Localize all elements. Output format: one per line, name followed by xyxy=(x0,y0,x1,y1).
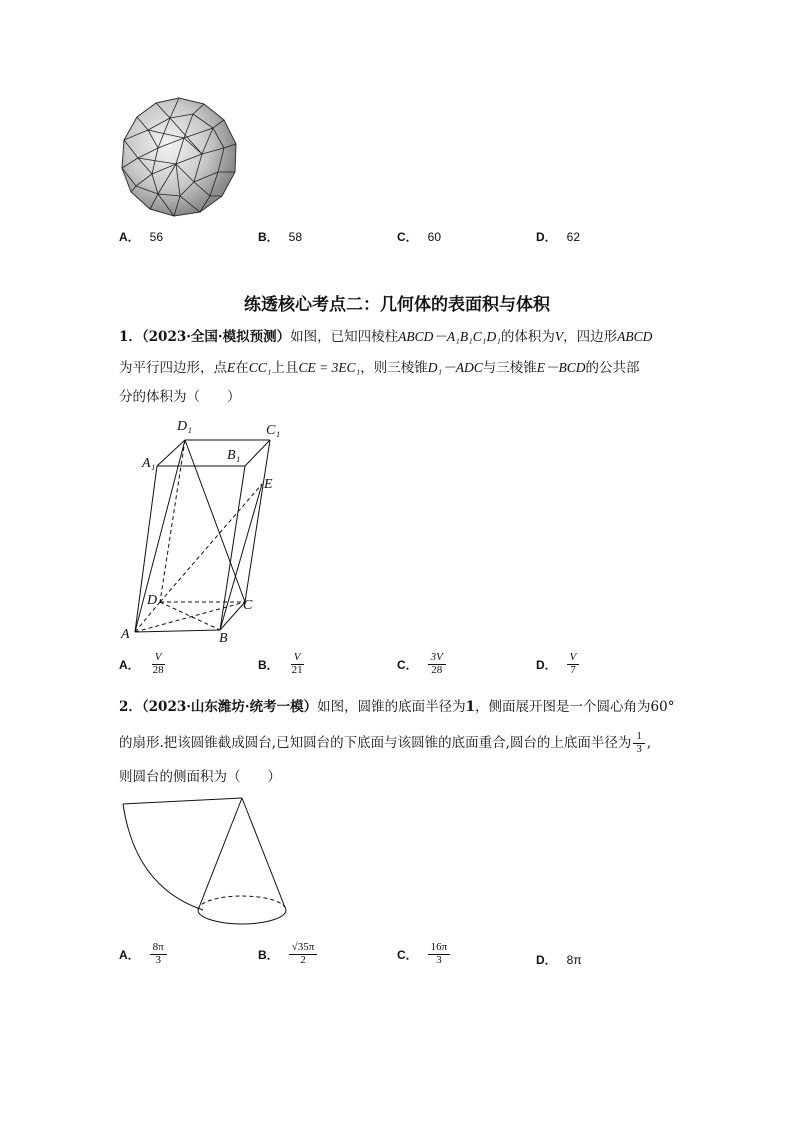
cone-figure xyxy=(115,792,295,930)
q1-line-2: 为平行四边形，点E在CC₁上且CE = 3EC₁，则三棱锥D₁－ADC与三棱锥E－BCD的公共部 xyxy=(119,360,640,376)
q1-option-d[interactable]: D． $\frac{V}{7}$ xyxy=(536,652,579,676)
q2-option-b[interactable]: B． $\frac{√35\pi}{2}$ xyxy=(258,942,317,966)
label-d: D xyxy=(147,593,158,608)
label-c1: C₁ xyxy=(266,423,281,438)
label-d1: D₁ xyxy=(177,419,192,434)
geodesic-sphere-figure xyxy=(118,96,240,218)
q2-line-1: 2．（2023·山东潍坊·统考一模）如图，圆锥的底面半径为1，侧面展开图是一个圆心角为60° xyxy=(119,699,675,715)
q1-option-a[interactable]: A． $\frac{V}{28}$ xyxy=(119,651,164,676)
label-b1: B₁ xyxy=(227,448,241,463)
q0-option-d[interactable]: D． 62 xyxy=(536,229,581,244)
prism-figure xyxy=(115,412,295,647)
q2-option-d[interactable]: D． 8π xyxy=(536,952,582,967)
section-title: 练透核心考点二：几何体的表面积与体积 xyxy=(244,295,550,315)
q2-option-c[interactable]: C． $\frac{16\pi}{3}$ xyxy=(397,942,450,966)
q2-option-a[interactable]: A． $\frac{8\pi}{3}$ xyxy=(119,942,167,966)
q1-option-b[interactable]: B． $\frac{V}{21}$ xyxy=(258,651,303,676)
q0-option-a[interactable]: A． 56 xyxy=(119,229,164,244)
q0-option-c[interactable]: C． 60 xyxy=(397,229,442,244)
q1-line-3: 分的体积为（ ） xyxy=(119,389,241,405)
label-a1: A₁ xyxy=(142,456,156,471)
label-a: A xyxy=(121,627,130,642)
q2-line-2: 的扇形.把该圆锥截成圆台,已知圆台的下底面与该圆锥的底面重合,圆台的上底面半径为 $\frac{1}{3}$ , xyxy=(119,729,652,755)
label-c: C xyxy=(243,598,253,613)
q2-line-3: 则圆台的侧面积为（ ） xyxy=(119,769,281,785)
q1-line-1: 1．（2023·全国·模拟预测）如图，已知四棱柱ABCD－A₁B₁C₁D₁的体积为V，四边形ABCD xyxy=(119,329,653,345)
label-b: B xyxy=(219,631,228,646)
q1-option-c[interactable]: C． $\frac{3V}{28}$ xyxy=(397,652,446,676)
label-e: E xyxy=(264,477,273,492)
q0-option-b[interactable]: B． 58 xyxy=(258,229,303,244)
